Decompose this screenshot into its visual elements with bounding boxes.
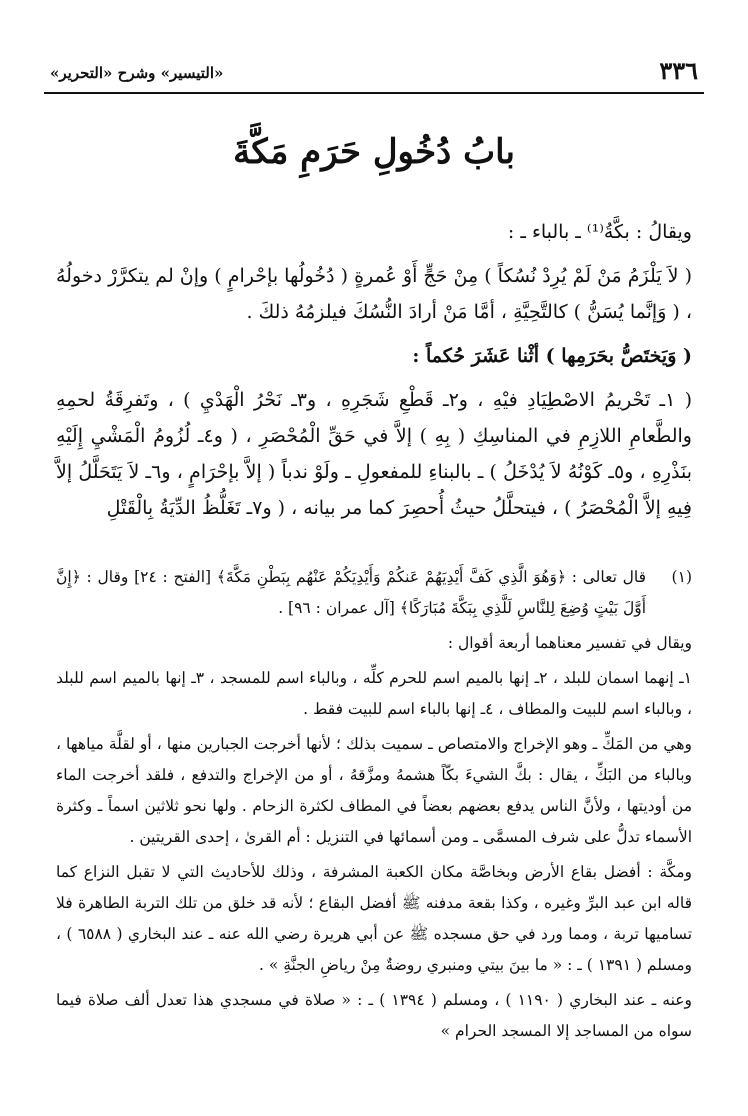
footnote-paragraph-2: ويقال في تفسير معناهما أربعة أقوال : — [447, 634, 692, 652]
header-rule — [44, 92, 704, 94]
footnote-paragraph-4: وهي من المَكِّ ـ وهو الإخراج والامتصاص ـ سميت بذلك ؛ لأنها أخرجت الجبارين منها ، أو لقلَّة مياهها ، وبالباء من البَكِّ ، يقال : بكَّ الشيءَ بكّاً هشمهُ ومزَّقهُ ، أو من الإخراج والتدفع ، فلقد أخرجت الماء من أوديتها ، ولأنَّ الناس يدفع بعضهم بعضاً في المطاف لكثرة الزحام . ولها نحو ثلاثين اسماً ـ وكثرة الأسماء تدلُّ على شرف المسمَّى ـ ومن أسمائها في التنزيل : أم القرىٰ ، إحدى القريتين . — [56, 735, 692, 846]
main-paragraph-4: ( ١ـ تَحْريمُ الاصْطِيَادِ فيْهِ ، و٢ـ قَطْعِ شَجَرِهِ ، و٣ـ نَحْرُ الْهَدْيِ ) ، وتَفرِقَةُ لحمِهِ والطَّعامِ اللازِمِ في المناسِكِ ( بِهِ ) إلاَّ في حَقِّ الْمُحْصَرِ ، ( و٤ـ لُزُومُ الْمَشْيِ إِلَيْهِ بنَذْرِهِ ، و٥ـ كَوْنُهُ لاَ يُدْخَلُ ) ـ بالبناءِ للمفعولِ ـ ولَوْ ندباً ( إلاَّ بإحْرَامٍ ، و٦ـ لاَ يَتَحَلَّلُ إلاَّ فِيهِ إلاَّ الْمُحْصَرُ ) ، فيتحلَّلُ حيثُ أُحصِرَ كما مر بيانه ، ( و٧ـ تَغَلُّظُ الدِّيَةُ بِالْقَتْلِ — [56, 389, 693, 519]
footnote-paragraph-5: ومكَّة : أفضل بقاع الأرض وبخاصَّة مكان الكعبة المشرفة ، وذلك للأحاديث التي لا تقبل النزاع كما قاله ابن عبد البرِّ وغيره ، وكذا بقعة مدفنه ﷺ أفضل البقاع ؛ لأنه قد خلق من تلك التربة الطاهرة فلا تساميها تربة ، ومما ورد في حق مسجده ﷺ عن أبي هريرة رضي الله عنه ـ عند البخاري ( ٦٥٨٨ ) ، ومسلم ( ١٣٩١ ) ـ : « ما بينَ بيتي ومنبري روضةٌ مِنْ رياضِ الجنَّةِ » . — [56, 863, 693, 974]
footnote-paragraph-3: ١ـ إنهما اسمان للبلد ، ٢ـ إنها بالميم اسم للحرم كلِّه ، وبالباء اسم للمسجد ، ٣ـ إنها بالميم اسم للبلد ، وبالباء اسم للبيت والمطاف ، ٤ـ إنها بالباء اسم للبيت فقط . — [56, 669, 692, 718]
page-header — [44, 52, 704, 92]
running-title: «التيسير» وشرح «التحرير» — [50, 64, 224, 82]
main-paragraph-2: ( لاَ يَلْزَمُ مَنْ لَمْ يُرِدْ نُسُكاً ) مِنْ حَجٍّ أَوْ عُمرةٍ ( دُخُولُها بإحْرامٍ ) وإنْ لم يتكرَّرْ دخولُهُ ، ( وَإنَّما يُسَنُّ ) كالتَّحِيَّةِ ، أمَّا مَنْ أرادَ النُّسُكَ فيلزمُهُ ذلكَ . — [56, 265, 692, 323]
main-text — [56, 214, 692, 534]
footnote-1-text: قال تعالى : ﴿وَهُوَ الَّذِي كَفَّ أَيْدِيَهُمْ عَنكُمْ وَأَيْدِيَكُمْ عَنْهُم بِبَطْنِ مَكَّةَ﴾ [الفتح : ٢٤] وقال : ﴿إِنَّ أَوَّلَ بَيْتٍ وُضِعَ لِلنَّاسِ لَلَّذِي بِبَكَّةَ مُبَارَكًا﴾ [آل عمران : ٩٦] . — [56, 568, 647, 617]
footnote-paragraph-6: وعنه ـ عند البخاري ( ١١٩٠ ) ، ومسلم ( ١٣٩٤ ) ـ : « صلاة في مسجدي هذا تعدل ألف صلاة فيما سواه من المساجد إلا المسجد الحرام » — [56, 991, 693, 1040]
footnote-1 — [56, 562, 692, 624]
main-paragraph-1: ويقالُ : بكَّةُ⁽¹⁾ ـ بالباء ـ : — [507, 221, 692, 243]
main-paragraph-3: ( وَيَختَصُّ بحَرَمِها ) أثْنا عَشَرَ حُكماً : — [412, 345, 692, 367]
chapter-title: بابُ دُخُولِ حَرَمِ مَكَّةَ — [233, 132, 515, 172]
footnote-marker: (١) — [671, 568, 692, 586]
footnotes — [56, 562, 692, 1051]
page-number: ٣٣٦ — [659, 56, 698, 85]
